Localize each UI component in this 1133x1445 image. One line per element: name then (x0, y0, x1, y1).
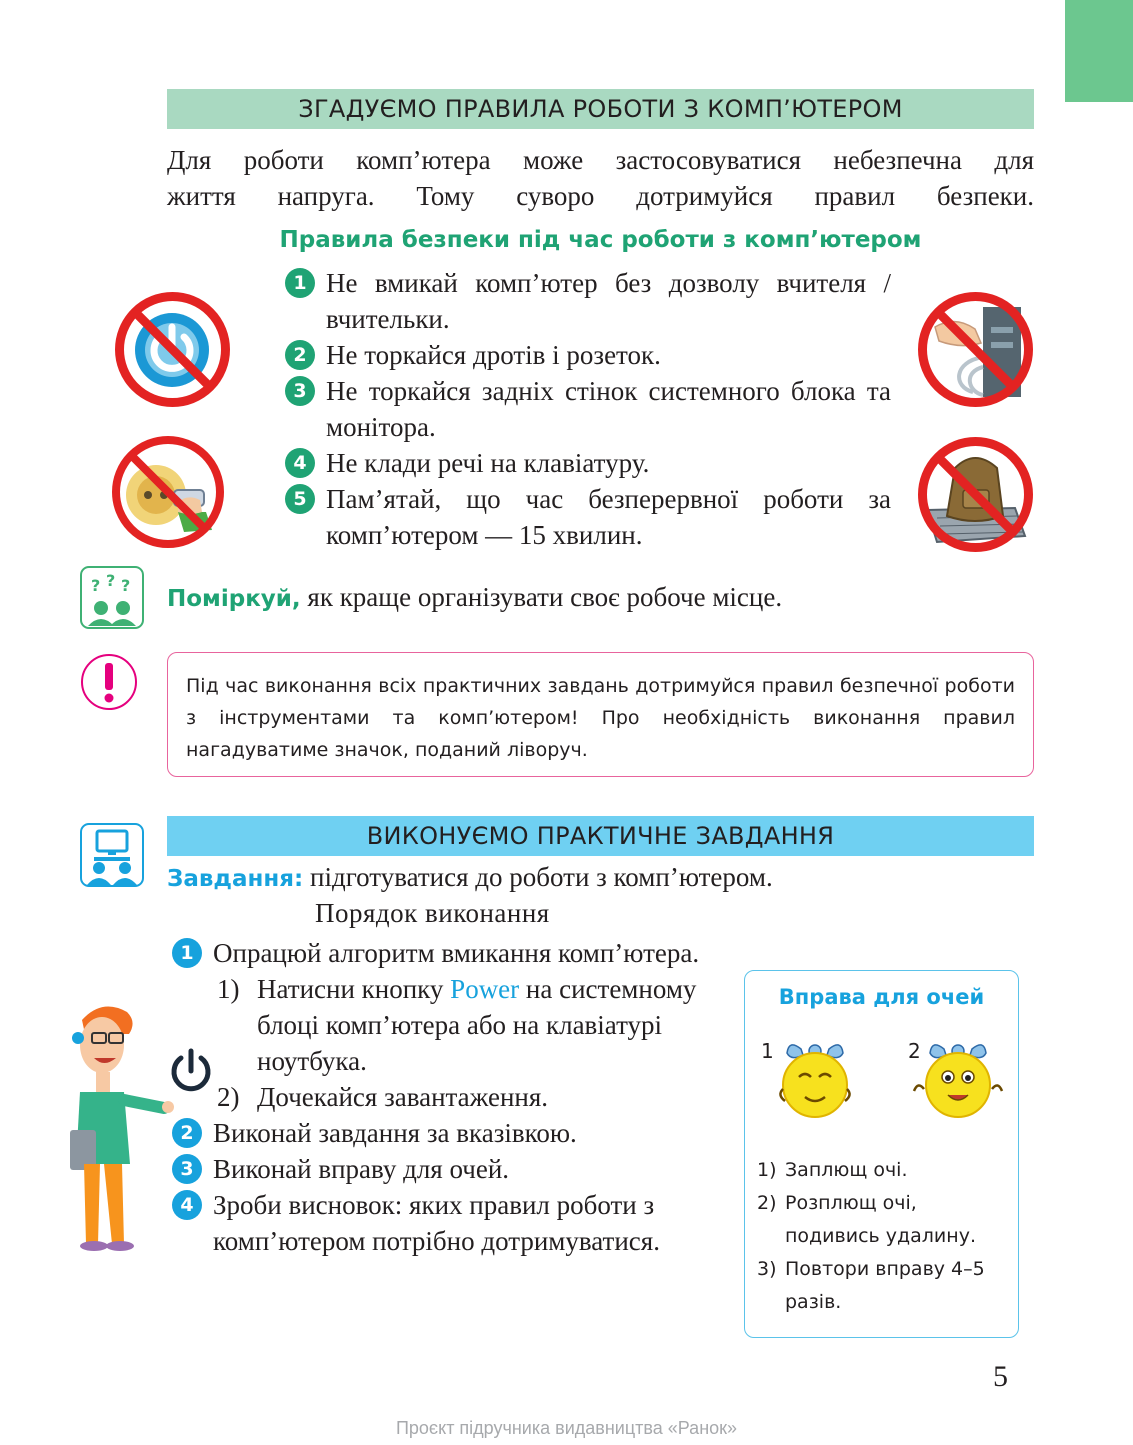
substep-item (217, 971, 702, 1079)
substep-number: 1) (217, 974, 240, 1004)
socket-forbidden-icon (108, 432, 228, 552)
rule-text: Пам’ятай, що час безперервної роботи за комп’ютером — 15 хвилин. (326, 484, 891, 550)
step-text: Виконай вправу для очей. (213, 1154, 510, 1184)
eye-step-number: 2) (757, 1192, 777, 1214)
smiley-eyes-open (910, 1035, 1010, 1125)
rule-item (285, 481, 891, 553)
eye-figure-label-1: 1 (761, 1039, 774, 1063)
rule-number: 3 (285, 376, 315, 406)
eye-step-text: Заплющ очі. (785, 1159, 908, 1181)
section-title-rules: ЗГАДУЄМО ПРАВИЛА РОБОТИ З КОМП’ЮТЕРОМ (298, 95, 903, 123)
safety-rules-list (285, 265, 891, 553)
rule-number: 5 (285, 484, 315, 514)
task-statement (167, 862, 773, 893)
power-highlight: Power (450, 974, 520, 1004)
step-number: 4 (172, 1190, 202, 1220)
substep-number: 2) (217, 1082, 240, 1112)
step-text: Виконай завдання за вказівкою. (213, 1118, 577, 1148)
intro-line-2: життя напруга. Тому суворо дотримуйся правил безпеки. (167, 181, 1034, 211)
eye-step-item (757, 1187, 1015, 1253)
order-heading: Порядок виконання (315, 898, 550, 928)
teacher-character (62, 1000, 182, 1252)
rule-text: Не клади речі на клавіатуру. (326, 448, 650, 478)
safety-notice-box (167, 652, 1034, 777)
step-item (172, 1151, 702, 1187)
substep-text-rest: на системному блоці комп’ютера або на клавіатурі ноутбука. (257, 974, 697, 1076)
page-number: 5 (993, 1360, 1008, 1393)
svg-text:?: ? (121, 576, 131, 595)
rule-number: 2 (285, 340, 315, 370)
rule-item (285, 445, 891, 481)
task-lead: Завдання: (167, 866, 304, 892)
step-number: 3 (172, 1154, 202, 1184)
rule-item (285, 265, 891, 337)
section-title-practice: ВИКОНУЄМО ПРАКТИЧНЕ ЗАВДАННЯ (366, 822, 835, 850)
rule-text: Не торкайся задніх стінок системного блока та монітора. (326, 376, 891, 442)
exclamation-icon (80, 653, 138, 711)
intro-line-1: Для роботи комп’ютера може застосовуватися небезпечна для (167, 145, 1034, 175)
step-text: Зроби висновок: яких правил роботи з комп’ютером потрібно дотримуватися. (213, 1190, 660, 1256)
eye-step-item (757, 1154, 1015, 1187)
computer-lesson-icon (80, 823, 144, 887)
task-steps-list (172, 935, 702, 1259)
think-icon (80, 566, 144, 629)
publisher-footer: Проєкт підручника видавництва «Ранок» (395, 1418, 738, 1438)
svg-text:?: ? (106, 571, 116, 590)
step-item (172, 1187, 702, 1259)
cable-forbidden-icon (913, 287, 1038, 412)
eye-step-text: Повтори вправу 4–5 разів. (785, 1258, 985, 1313)
power-icon (166, 1045, 216, 1095)
eye-step-number: 1) (757, 1159, 777, 1181)
smiley-eyes-closed (771, 1035, 871, 1125)
page-corner-tab (1065, 0, 1133, 102)
safety-notice-text: Під час виконання всіх практичних завдань дотримуйся правил безпечної роботи з інструментами та комп’ютером! Про необхідність виконання правил нагадуватиме значок, поданий ліворуч. (186, 675, 1015, 761)
eye-exercise-title: Вправа для очей (778, 985, 985, 1009)
eye-step-number: 3) (757, 1258, 777, 1280)
task-text: підготуватися до роботи з комп’ютером. (303, 862, 773, 892)
section-banner-rules (167, 89, 1034, 129)
step-item (172, 1115, 702, 1151)
eye-step-text: Розплющ очі, подивись удалину. (785, 1192, 976, 1247)
think-text: як краще організувати своє робоче місце. (300, 582, 783, 612)
think-prompt (167, 582, 782, 613)
eye-exercise-steps (757, 1154, 1015, 1319)
eye-figure-label-2: 2 (908, 1039, 921, 1063)
eye-step-item (757, 1253, 1015, 1319)
backpack-keyboard-forbidden-icon (913, 432, 1038, 557)
section-banner-practice (167, 816, 1034, 856)
substep-text: Дочекайся завантаження. (257, 1082, 549, 1112)
step-number: 2 (172, 1118, 202, 1148)
intro-paragraph (167, 142, 1034, 214)
substep-item (217, 1079, 702, 1115)
rules-heading: Правила безпеки під час роботи з комп’ютером (279, 227, 922, 253)
rule-text: Не вмикай комп’ютер без дозволу вчителя / вчительки. (326, 268, 891, 334)
think-lead: Поміркуй, (167, 586, 301, 612)
rule-text: Не торкайся дротів і розеток. (326, 340, 661, 370)
step-item (172, 935, 702, 971)
step-number: 1 (172, 938, 202, 968)
step-text: Опрацюй алгоритм вмикання комп’ютера. (213, 938, 700, 968)
power-forbidden-icon (110, 287, 235, 412)
rule-number: 4 (285, 448, 315, 478)
rule-item (285, 337, 891, 373)
rule-item (285, 373, 891, 445)
eye-exercise-box (744, 970, 1019, 1338)
rule-number: 1 (285, 268, 315, 298)
svg-text:?: ? (91, 576, 101, 595)
substep-text: Натисни кнопку (257, 974, 451, 1004)
